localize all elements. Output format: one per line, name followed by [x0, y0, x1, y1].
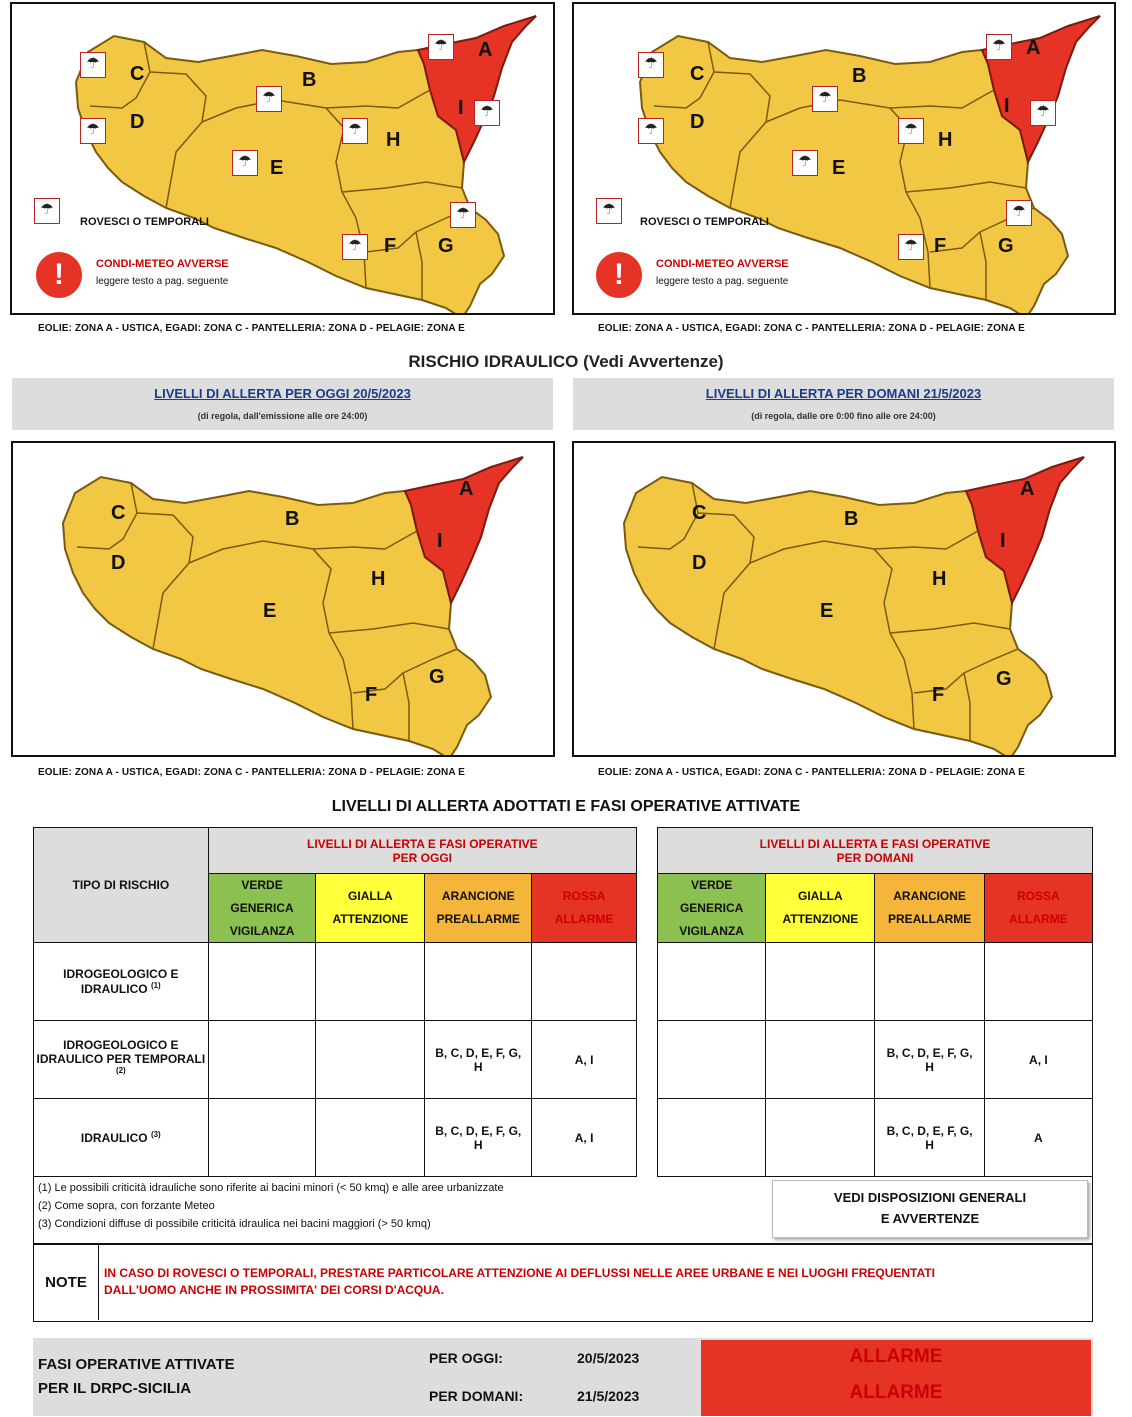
level-rossa: ROSSA ALLARME: [532, 874, 637, 943]
zone-label-f: F: [384, 235, 397, 257]
table-row: [658, 1021, 1093, 1099]
tipo-header: TIPO DI RISCHIO: [34, 828, 209, 943]
footer-label-1: FASI OPERATIVE ATTIVATE: [38, 1356, 235, 1373]
cell: [658, 943, 766, 1021]
zone-label-i: I: [437, 530, 443, 552]
cell: [425, 943, 532, 1021]
zone-label-d: D: [690, 111, 705, 133]
rain-icon: ☂: [986, 34, 1012, 60]
alert-table-tomorrow: [657, 827, 1093, 1177]
today-levels-header-2: PER OGGI: [392, 850, 452, 865]
table-row: [34, 1099, 637, 1177]
zone-label-e: E: [263, 600, 277, 622]
oggi-phase: ALLARME: [849, 1346, 943, 1367]
today-levels-header-1: LIVELLI DI ALLERTA E FASI OPERATIVE: [306, 836, 538, 851]
today-levels-header: [208, 828, 636, 874]
zone-label-c: C: [692, 502, 707, 524]
zone-label-i: I: [1000, 530, 1006, 552]
level-gialla: GIALLA ATTENZIONE: [766, 874, 875, 943]
today-alert-header: [12, 378, 553, 430]
cell: A, I: [532, 1099, 637, 1177]
cell: [766, 1021, 875, 1099]
map-caption-tomorrow-weather: EOLIE: ZONA A - USTICA, EGADI: ZONA C - PANTELLERIA: ZONA D - PELAGIE: ZONA E: [598, 323, 1025, 334]
map-tomorrow-hydraulic: [572, 441, 1116, 757]
rain-icon: ☂: [812, 86, 838, 112]
zone-label-h: H: [386, 129, 401, 151]
rain-icon: ☂: [342, 118, 368, 144]
tomorrow-levels-header-2: PER DOMANI: [836, 850, 914, 865]
zone-label-c: C: [130, 63, 145, 85]
note-label: NOTE: [34, 1245, 99, 1320]
zone-label-h: H: [932, 568, 947, 590]
zone-label-b: B: [852, 65, 867, 87]
table-row: [34, 1021, 637, 1099]
footer-label-2: PER IL DRPC-SICILIA: [38, 1380, 192, 1397]
zone-label-b: B: [844, 508, 859, 530]
zone-label-f: F: [932, 684, 945, 706]
zone-label-a: A: [478, 39, 493, 61]
zone-label-i: I: [1004, 95, 1010, 117]
tomorrow-levels-header-1: LIVELLI DI ALLERTA E FASI OPERATIVE: [759, 836, 991, 851]
level-arancione: ARANCIONE PREALLARME: [425, 874, 532, 943]
zone-label-g: G: [996, 668, 1012, 690]
rain-icon: ☂: [474, 100, 500, 126]
zone-label-d: D: [130, 111, 145, 133]
note-text: IN CASO DI ROVESCI O TEMPORALI, PRESTARE PARTICOLARE ATTENZIONE AI DEFLUSSI NELLE AREE URBANE E NEI LUOGHI FREQUENTATI DALL'UOMO ANCHE IN PROSSIMITA' DEI CORSI D'ACQUA.: [104, 1266, 935, 1297]
legend-adverse-sub: leggere testo a pag. seguente: [96, 276, 229, 287]
domani-phase: ALLARME: [849, 1382, 943, 1403]
note-row: [33, 1244, 1093, 1322]
zone-label-f: F: [934, 235, 947, 257]
rain-icon: ☂: [792, 150, 818, 176]
vedi-disposizioni-label-2: E AVVERTENZE: [880, 1211, 980, 1226]
vedi-disposizioni-button[interactable]: [772, 1180, 1088, 1238]
legend-adverse-title: CONDI-METEO AVVERSE: [656, 258, 789, 270]
table-row: [658, 1099, 1093, 1177]
cell: [658, 1099, 766, 1177]
cell: [984, 943, 1092, 1021]
legend-showers-label: ROVESCI O TEMPORALI: [80, 216, 209, 228]
zone-label-d: D: [111, 552, 126, 574]
zone-label-g: G: [998, 235, 1014, 257]
zone-label-a: A: [1026, 37, 1041, 59]
today-alert-title: LIVELLI DI ALLERTA PER OGGI 20/5/2023: [154, 386, 411, 401]
rain-icon: ☂: [1030, 100, 1056, 126]
zone-label-c: C: [690, 63, 705, 85]
oggi-date: 20/5/2023: [577, 1350, 640, 1366]
rain-icon: ☂: [428, 34, 454, 60]
domani-label: PER DOMANI:: [429, 1388, 524, 1404]
zone-label-a: A: [459, 478, 474, 500]
cell: B, C, D, E, F, G, H: [875, 1099, 984, 1177]
cell: [316, 1099, 425, 1177]
cell: [875, 943, 984, 1021]
cell: [316, 943, 425, 1021]
oggi-label: PER OGGI:: [429, 1350, 503, 1366]
footnote-3: (3) Condizioni diffuse di possibile criticità idraulica nei bacini maggiori (> 50 kmq): [38, 1218, 431, 1230]
zone-label-e: E: [820, 600, 834, 622]
tipo-row-2: IDROGEOLOGICO E IDRAULICO PER TEMPORALI $^{(2)}$: [34, 1021, 209, 1099]
tipo-row-1: IDROGEOLOGICO E IDRAULICO $^{(1)}$: [34, 943, 209, 1021]
rain-icon: ☂: [1006, 200, 1032, 226]
zone-label-e: E: [832, 157, 846, 179]
footnote-1: (1) Le possibili criticità idrauliche sono riferite ai bacini minori (< 50 kmq) e alle aree urbanizzate: [38, 1182, 504, 1194]
cell: [316, 1021, 425, 1099]
cell: [658, 1021, 766, 1099]
rain-icon: ☂: [450, 202, 476, 228]
level-arancione: ARANCIONE PREALLARME: [875, 874, 984, 943]
fase-operativa-box: [701, 1340, 1091, 1416]
rain-icon: ☂: [898, 118, 924, 144]
zone-label-d: D: [692, 552, 707, 574]
rain-icon: ☂: [898, 234, 924, 260]
rain-icon: ☂: [638, 52, 664, 78]
vedi-disposizioni-label-1: VEDI DISPOSIZIONI GENERALI: [833, 1190, 1027, 1205]
map-caption-tomorrow-hydraulic: EOLIE: ZONA A - USTICA, EGADI: ZONA C - PANTELLERIA: ZONA D - PELAGIE: ZONA E: [598, 767, 1025, 778]
zone-label-g: G: [429, 666, 445, 688]
cell: A: [984, 1099, 1092, 1177]
legend-adverse-title: CONDI-METEO AVVERSE: [96, 258, 229, 270]
cell: [208, 1099, 316, 1177]
zone-label-h: H: [371, 568, 386, 590]
zone-label-e: E: [270, 157, 284, 179]
tomorrow-alert-title: LIVELLI DI ALLERTA PER DOMANI 21/5/2023: [705, 386, 982, 401]
rain-icon: ☂: [80, 118, 106, 144]
footnotes-box: [33, 1172, 1093, 1244]
hydraulic-title: RISCHIO IDRAULICO (Vedi Avvertenze): [408, 352, 724, 371]
level-rossa: ROSSA ALLARME: [984, 874, 1092, 943]
rain-icon: ☂: [256, 86, 282, 112]
map-caption-today-hydraulic: EOLIE: ZONA A - USTICA, EGADI: ZONA C - PANTELLERIA: ZONA D - PELAGIE: ZONA E: [38, 767, 465, 778]
map-tomorrow-weather: [572, 2, 1116, 315]
cell: B, C, D, E, F, G, H: [425, 1021, 532, 1099]
zone-label-g: G: [438, 235, 454, 257]
table-row: [658, 943, 1093, 1021]
tomorrow-alert-header: [573, 378, 1114, 430]
rain-icon: ☂: [80, 52, 106, 78]
table-title: LIVELLI DI ALLERTA ADOTTATI E FASI OPERATIVE ATTIVATE: [331, 798, 801, 815]
cell: [766, 943, 875, 1021]
tipo-row-3: IDRAULICO $^{(3)}$: [34, 1099, 209, 1177]
table-row: [34, 943, 637, 1021]
level-verde: VERDE GENERICA VIGILANZA: [658, 874, 766, 943]
cell: [532, 943, 637, 1021]
zone-label-b: B: [285, 508, 300, 530]
cell: [208, 943, 316, 1021]
today-alert-sub: (di regola, dall'emissione alle ore 24:00): [197, 411, 368, 421]
level-verde: VERDE GENERICA VIGILANZA: [208, 874, 316, 943]
zone-label-b: B: [302, 69, 317, 91]
cell: [208, 1021, 316, 1099]
warning-icon: !: [36, 252, 82, 298]
cell: B, C, D, E, F, G, H: [875, 1021, 984, 1099]
legend-showers-label: ROVESCI O TEMPORALI: [640, 216, 769, 228]
legend-adverse-sub: leggere testo a pag. seguente: [656, 276, 789, 287]
zone-label-i: I: [458, 97, 464, 119]
cell: A, I: [532, 1021, 637, 1099]
rain-legend-icon: ☂: [34, 198, 60, 224]
map-caption-today-weather: EOLIE: ZONA A - USTICA, EGADI: ZONA C - PANTELLERIA: ZONA D - PELAGIE: ZONA E: [38, 323, 465, 334]
warning-icon: !: [596, 252, 642, 298]
tomorrow-levels-header: [658, 828, 1093, 874]
rain-icon: ☂: [232, 150, 258, 176]
cell: B, C, D, E, F, G, H: [425, 1099, 532, 1177]
rain-icon: ☂: [342, 234, 368, 260]
cell: A, I: [984, 1021, 1092, 1099]
rain-icon: ☂: [638, 118, 664, 144]
domani-date: 21/5/2023: [577, 1388, 640, 1404]
cell: [766, 1099, 875, 1177]
zone-label-h: H: [938, 129, 953, 151]
zone-label-c: C: [111, 502, 126, 524]
tomorrow-alert-sub: (di regola, dalle ore 0:00 fino alle ore 24:00): [751, 411, 936, 421]
footnote-2: (2) Come sopra, con forzante Meteo: [38, 1200, 215, 1212]
alert-table-today: [33, 827, 637, 1177]
zone-label-a: A: [1020, 478, 1035, 500]
level-gialla: GIALLA ATTENZIONE: [316, 874, 425, 943]
map-today-hydraulic: [11, 441, 555, 757]
zone-label-f: F: [365, 684, 378, 706]
rain-legend-icon: ☂: [596, 198, 622, 224]
map-today-weather: [10, 2, 555, 315]
